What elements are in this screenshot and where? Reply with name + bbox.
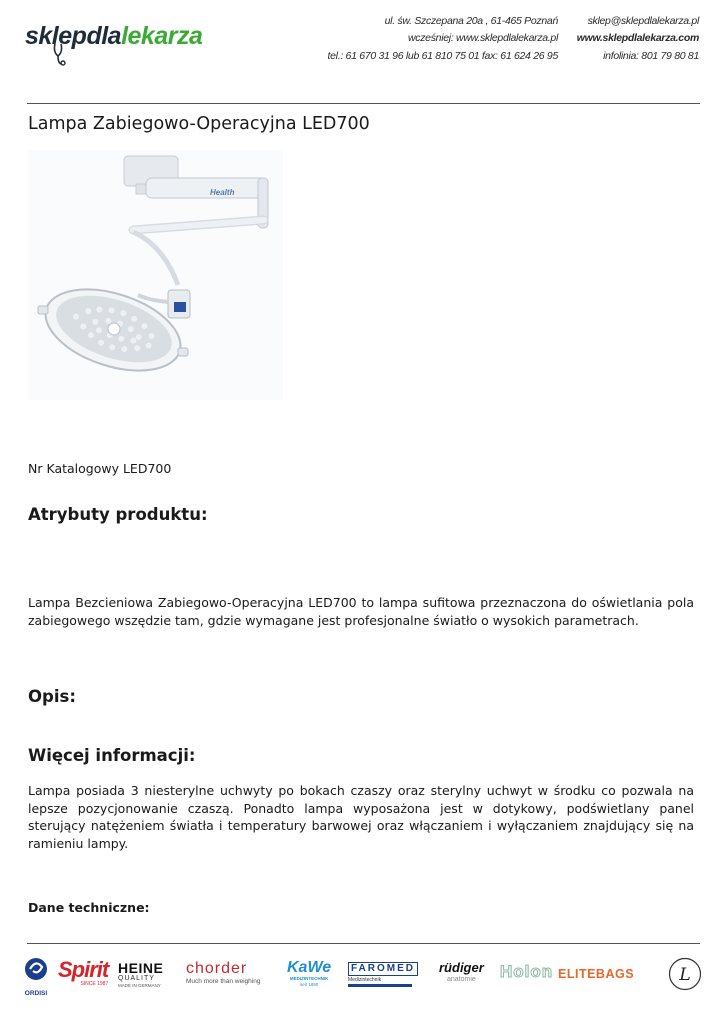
brand-heine[interactable] [118,961,163,989]
faromed-bar [348,984,412,987]
previous-website-text: wcześniej: www.sklepdlalekarza.pl [408,32,558,44]
littmann-emblem-icon [668,957,702,991]
brand-ordisi[interactable] [22,955,50,997]
chorder-sub-label: Much more than weighing [186,978,261,985]
logo-part-lekarza: lekarza [121,22,203,50]
spirit-label: Spirit [58,957,109,982]
brand-holon[interactable] [500,963,553,981]
catalog-number: Nr Katalogowy LED700 [28,461,172,476]
heine-label: HEINE [118,960,164,976]
brand-elitebags[interactable] [558,967,634,981]
littmann-letter: L [679,965,691,985]
brand-chorder[interactable] [186,961,260,986]
product-title: Lampa Zabiegowo-Operacyjna LED700 [28,114,370,134]
kawe-since-label: seit 1890 [299,982,319,987]
brand-faromed[interactable] [348,962,418,987]
spirit-sub-label: SINCE 1987 [80,981,109,987]
header-divider [27,103,700,104]
elitebags-label: ELITEBAGS [558,967,635,981]
kawe-sub-label: MEDIZINTECHNIK [289,976,329,981]
attributes-heading: Atrybuty produktu: [28,505,208,524]
product-image-lamp [28,150,283,400]
rudiger-label: rüdiger [439,960,484,975]
technical-data-heading: Dane techniczne: [28,900,150,915]
attributes-text: Lampa Bezcieniowa Zabiegowo-Operacyjna LED700 to lampa sufitowa przeznaczona do oświetlania pola zabiegowego wszędzie tam, gdzie wymagane jest profesjonalne światło o wysokich parametrach. [28,595,694,628]
footer-divider [27,943,700,944]
faromed-sub-label: Medizintechnik [348,977,382,983]
description-heading: Opis: [28,687,76,706]
holon-label: Holon [500,962,554,981]
kawe-label: KaWe [287,959,332,976]
brand-spirit[interactable] [58,959,108,987]
logo-part-sklep: sklep [25,22,87,50]
website-link[interactable]: www.sklepdlalekarza.com [576,32,699,44]
stethoscope-icon [52,44,66,66]
phone-fax-text: tel.: 61 670 31 96 lub 61 810 75 01 fax: 61 624 26 95 [327,50,558,62]
brand-littmann[interactable] [668,957,702,996]
more-info-heading: Więcej informacji: [28,746,196,765]
logo-part-dla: dla [86,22,122,50]
ordisi-label: ORDISI [24,990,48,997]
faromed-label: FAROMED [348,962,418,976]
address-text: ul. św. Szczepana 20a , 61-465 Poznań [384,15,558,27]
hotline-text: infolinia: 801 79 80 81 [603,50,699,62]
rudiger-sub-label: anatomie [447,976,476,983]
heine-quality-label: QUALITY [118,975,155,982]
chorder-label: chorder [186,960,248,977]
image-brand-text: Health [210,188,235,197]
email-link[interactable]: sklep@sklepdlalekarza.pl [587,15,699,27]
heine-made-label: MADE IN GERMANY [118,983,161,988]
brand-kawe[interactable] [287,960,331,988]
brand-rudiger[interactable] [439,961,484,984]
more-info-text: Lampa posiada 3 niesterylne uchwyty po bokach czaszy oraz sterylny uchwyt w środku co pozwala na lepsze pozycjonowanie czaszą. Ponadto lampa wyposażona jest w dotykowy, podświetlany panel sterujący natężeniem światła i temperatury barwowej oraz włączaniem i wyłączaniem znajdujący się na ramieniu lampy. [28,783,694,851]
ordisi-swirl-icon [22,955,50,985]
brand-logos-strip [22,955,704,997]
